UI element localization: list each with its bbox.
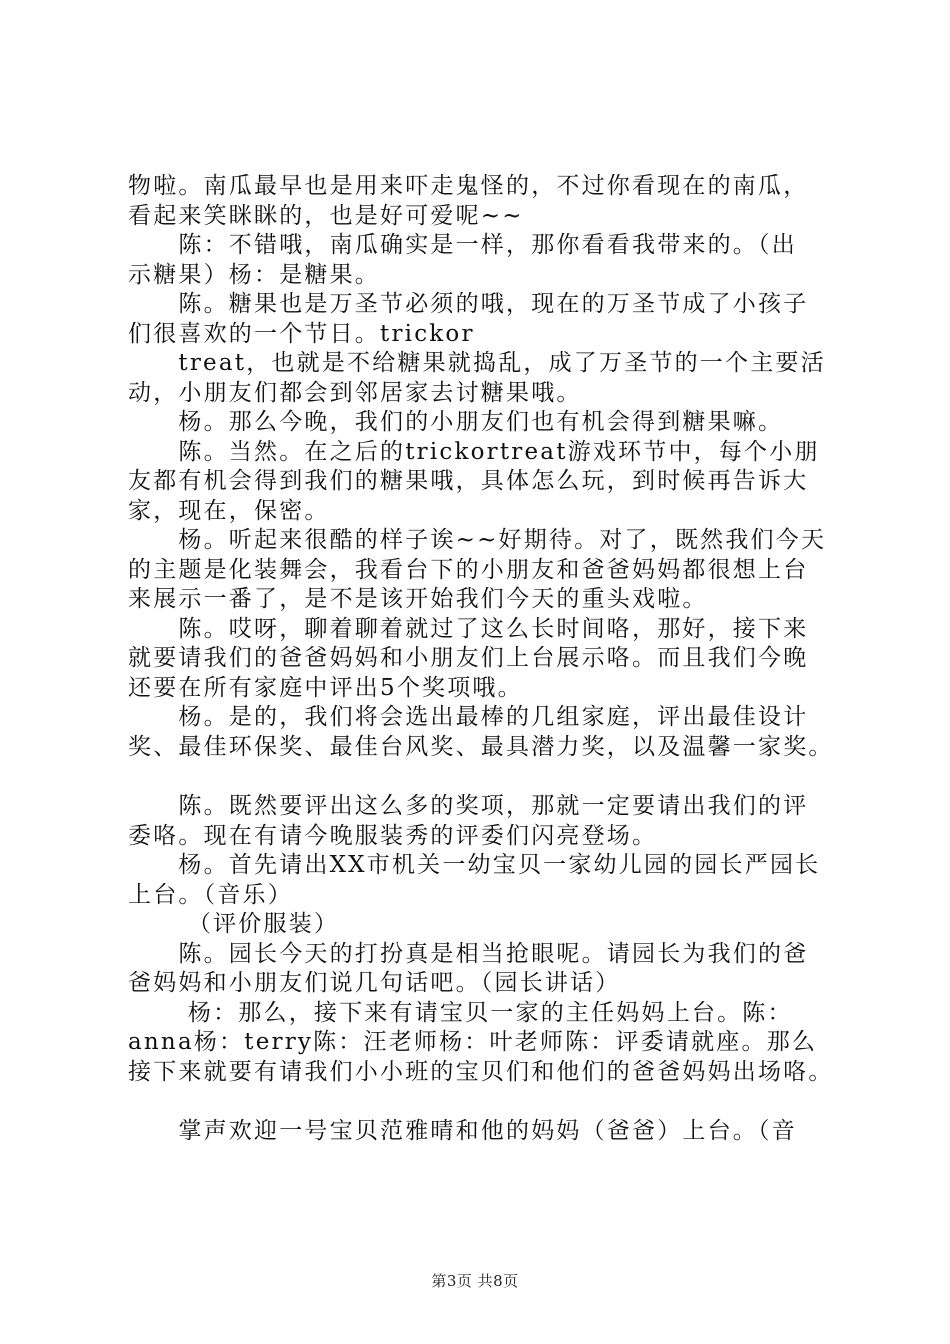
- text-line: 杨：那么，接下来有请宝贝一家的主任妈妈上台。陈：: [128, 999, 793, 1026]
- text-line: 接下来就要有请我们小小班的宝贝们和他们的爸爸妈妈出场咯。: [128, 1058, 834, 1085]
- text-line: 杨。是的，我们将会选出最棒的几组家庭，评出最佳设计: [128, 704, 809, 730]
- text-line: 物啦。南瓜最早也是用来吓走鬼怪的，不过你看现在的南瓜，: [128, 173, 809, 199]
- text-line: 杨。首先请出XX市机关一幼宝贝一家幼儿园的园长严园长: [128, 852, 821, 878]
- text-line: 陈。既然要评出这么多的奖项，那就一定要请出我们的评: [128, 793, 809, 819]
- text-line: 动，小朋友们都会到邻居家去讨糖果哦。: [128, 379, 582, 406]
- text-line: 陈：不错哦，南瓜确实是一样，那你看看我带来的。（出: [128, 232, 797, 258]
- text-line: 还要在所有家庭中评出5个奖项哦。: [128, 674, 523, 701]
- text-line: 示糖果）杨：是糖果。: [128, 261, 380, 288]
- text-line: 们很喜欢的一个节日。trickor: [128, 320, 475, 347]
- text-line: 就要请我们的爸爸妈妈和小朋友们上台展示咯。而且我们今晚: [128, 645, 809, 671]
- text-line: 看起来笑眯眯的，也是好可爱呢~~: [128, 202, 524, 229]
- text-line: 来展示一番了，是不是该开始我们今天的重头戏啦。: [128, 586, 708, 612]
- blank-line: [128, 762, 833, 792]
- text-line: 上台。（音乐）: [128, 881, 293, 908]
- text-line: 杨。那么今晚，我们的小朋友们也有机会得到糖果嘛。: [128, 409, 784, 435]
- text-line: 掌声欢迎一号宝贝范雅晴和他的妈妈（爸爸）上台。（音: [128, 1118, 797, 1144]
- text-line: 委咯。现在有请今晚服装秀的评委们闪亮登场。: [128, 822, 658, 849]
- text-line: 家，现在，保密。: [128, 497, 330, 524]
- body-text: [128, 172, 833, 1147]
- text-line: 奖、最佳环保奖、最佳台风奖、最具潜力奖，以及温馨一家奖。: [128, 733, 834, 760]
- text-line: 陈。哎呀，聊着聊着就过了这么长时间咯，那好，接下来: [128, 615, 809, 642]
- text-line: 爸妈妈和小朋友们说几句话吧。（园长讲话）: [128, 970, 621, 996]
- text-line: 的主题是化装舞会，我看台下的小朋友和爸爸妈妈都很想上台: [128, 556, 809, 583]
- text-line: 陈。糖果也是万圣节必须的哦，现在的万圣节成了小孩子: [128, 291, 809, 317]
- text-line: treat，也就是不给糖果就捣乱，成了万圣节的一个主要活: [128, 350, 826, 376]
- text-line: （评价服装）: [128, 911, 340, 937]
- blank-line: [128, 1087, 833, 1117]
- page-footer: 第3页 共8页: [431, 1272, 519, 1290]
- text-line: anna杨：terry陈：汪老师杨：叶老师陈：评委请就座。那么: [128, 1029, 818, 1055]
- text-line: 杨。听起来很酷的样子诶~~好期待。对了，既然我们今天: [128, 527, 827, 553]
- text-line: 友都有机会得到我们的糖果哦，具体怎么玩，到时候再告诉大: [128, 468, 809, 494]
- text-line: 陈。当然。在之后的trickortreat游戏环节中，每个小朋: [128, 438, 820, 465]
- text-line: 陈。园长今天的打扮真是相当抢眼呢。请园长为我们的爸: [128, 940, 809, 967]
